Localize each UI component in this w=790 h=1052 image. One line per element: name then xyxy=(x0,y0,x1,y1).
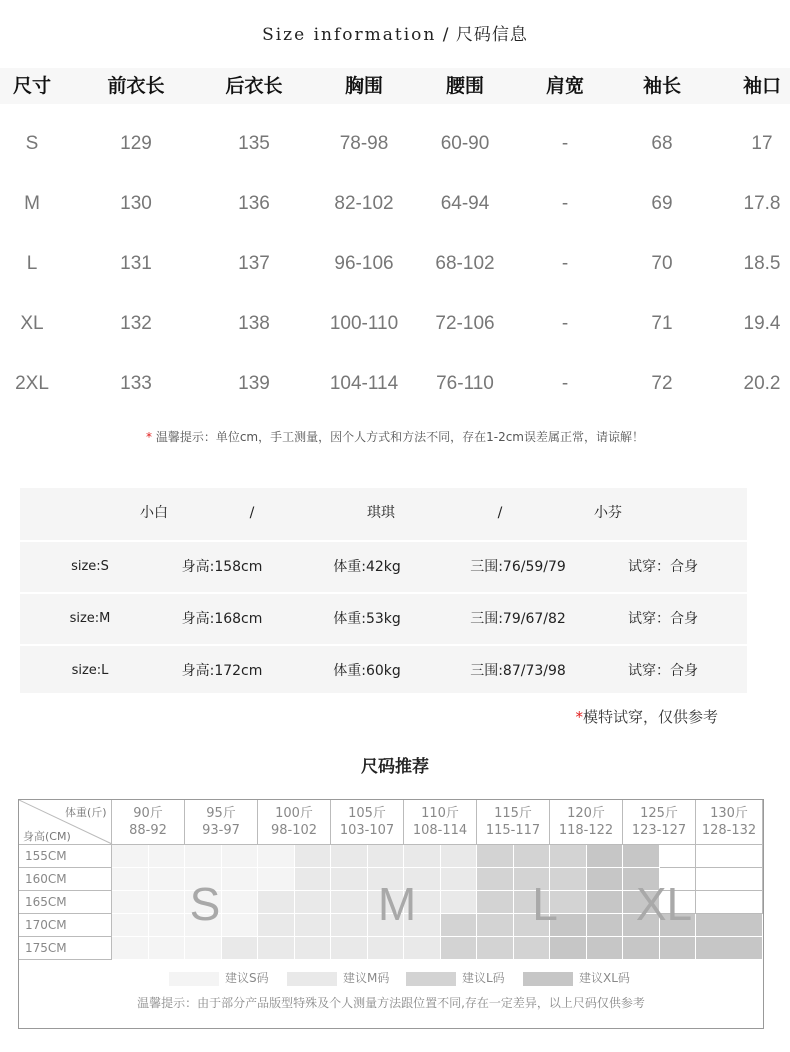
size-grid-cell xyxy=(587,868,624,891)
model-cell: size:S xyxy=(71,559,109,574)
size-grid-cell xyxy=(295,914,332,937)
weight-header xyxy=(258,800,331,845)
size-info-title xyxy=(0,20,790,45)
size-cell: 131 xyxy=(120,253,152,274)
model-header-row xyxy=(20,488,747,538)
model-cell: 试穿：合身 xyxy=(628,663,698,679)
size-grid-cell xyxy=(660,845,697,868)
size-header-cell: 胸围 xyxy=(344,75,384,97)
size-grid-cell xyxy=(514,937,551,960)
model-header-cell: 小芬 xyxy=(594,505,622,521)
legend-label: 建议L码 xyxy=(462,971,505,985)
size-cell: 72 xyxy=(651,373,673,394)
size-grid-cell xyxy=(258,891,295,914)
size-zone-label: XL xyxy=(635,878,693,930)
model-header-cell: 琪琪 xyxy=(367,505,395,521)
size-grid-cell xyxy=(623,845,660,868)
size-cell: L xyxy=(26,253,38,274)
size-grid-cell xyxy=(222,845,259,868)
size-grid-cell xyxy=(258,937,295,960)
size-grid-cell xyxy=(295,891,332,914)
size-grid-cell xyxy=(112,891,149,914)
size-grid-cell xyxy=(696,937,763,960)
size-grid-cell xyxy=(477,914,514,937)
size-grid-cell xyxy=(258,914,295,937)
tip-star: * xyxy=(146,430,152,444)
size-grid-cell xyxy=(331,891,368,914)
size-zone-label: L xyxy=(532,878,558,930)
size-grid-cell xyxy=(441,914,478,937)
size-cell: 18.5 xyxy=(743,253,781,274)
height-range-value: 88-92 xyxy=(129,823,167,838)
weight-value: 130斤 xyxy=(710,806,748,821)
weight-value: 105斤 xyxy=(348,806,386,821)
size-cell: M xyxy=(24,193,40,214)
model-cell: 身高:158cm xyxy=(181,559,263,575)
size-cell: - xyxy=(561,313,569,334)
size-cell: 17 xyxy=(751,133,773,154)
weight-value: 125斤 xyxy=(640,806,678,821)
size-cell: 64-94 xyxy=(440,193,490,214)
model-cell: 试穿：合身 xyxy=(628,611,698,627)
size-grid-cell xyxy=(550,845,587,868)
size-header-cell: 袖长 xyxy=(642,75,682,97)
size-cell: 132 xyxy=(120,313,152,334)
legend-item xyxy=(406,970,505,986)
size-grid-cell xyxy=(696,868,763,891)
model-row xyxy=(20,644,747,696)
size-header-cell: 腰围 xyxy=(445,75,485,97)
model-tip-text: 模特试穿，仅供参考 xyxy=(582,708,718,726)
size-grid-cell xyxy=(112,914,149,937)
size-row xyxy=(0,354,790,414)
size-grid-cell xyxy=(404,845,441,868)
model-row xyxy=(20,540,747,592)
legend-swatch xyxy=(406,972,456,986)
size-cell: 129 xyxy=(120,133,152,154)
model-tip-star: * xyxy=(575,708,583,726)
size-cell: 20.2 xyxy=(743,373,781,394)
size-cell: - xyxy=(561,373,569,394)
size-grid-cell xyxy=(112,845,149,868)
size-grid-cell xyxy=(477,845,514,868)
size-grid-cell xyxy=(112,937,149,960)
size-cell: - xyxy=(561,133,569,154)
size-info-title-en: Size information xyxy=(262,25,437,45)
size-grid-cell xyxy=(149,891,186,914)
height-row-label: 155CM xyxy=(19,845,112,868)
size-zone-label: M xyxy=(377,878,417,930)
height-row-label: 175CM xyxy=(19,937,112,960)
size-grid-cell xyxy=(404,937,441,960)
height-range-value: 108-114 xyxy=(412,823,468,838)
legend-swatch xyxy=(287,972,337,986)
recommend-title: 尺码推荐 xyxy=(361,757,429,777)
size-grid-cell xyxy=(660,937,697,960)
size-info-title-cn: 尺码信息 xyxy=(455,25,528,45)
height-range-value: 118-122 xyxy=(558,823,614,838)
legend-item xyxy=(523,970,630,986)
size-grid-cell xyxy=(477,891,514,914)
height-row-label: 170CM xyxy=(19,914,112,937)
size-grid-cell xyxy=(587,845,624,868)
size-cell: - xyxy=(561,193,569,214)
model-cell: 试穿：合身 xyxy=(628,559,698,575)
size-grid-cell xyxy=(368,937,405,960)
size-header-cell: 尺寸 xyxy=(12,75,52,97)
model-header-cell: 小白 xyxy=(140,505,168,521)
model-cell: 三围:87/73/98 xyxy=(470,663,566,679)
weight-header xyxy=(404,800,477,845)
legend-label: 建议S码 xyxy=(225,971,269,985)
legend-label: 建议M码 xyxy=(343,971,390,985)
size-cell: 17.8 xyxy=(743,193,781,214)
size-cell: 69 xyxy=(651,193,673,214)
weight-header xyxy=(477,800,550,845)
size-grid-cell xyxy=(477,868,514,891)
size-grid-cell xyxy=(112,868,149,891)
tip-text: 温馨提示：单位cm，手工测量，因个人方式和方法不同，存在1-2cm误差属正常，请谅解！ xyxy=(152,430,644,444)
size-cell: 96-106 xyxy=(334,253,394,274)
size-grid-cell xyxy=(149,845,186,868)
size-grid-cell xyxy=(295,937,332,960)
weight-value: 115斤 xyxy=(494,806,532,821)
size-grid-cell xyxy=(587,891,624,914)
model-cell: 身高:168cm xyxy=(181,611,263,627)
size-cell: 70 xyxy=(651,253,673,274)
size-cell: 136 xyxy=(238,193,270,214)
size-grid-cell xyxy=(368,845,405,868)
size-grid-cell xyxy=(587,914,624,937)
size-cell: 137 xyxy=(238,253,270,274)
size-cell: 138 xyxy=(238,313,270,334)
legend-item xyxy=(169,970,269,986)
size-grid-cell xyxy=(295,868,332,891)
size-info-title-sep: / xyxy=(436,25,456,45)
corner-height-label: 身高(CM) xyxy=(23,830,71,843)
size-cell: 133 xyxy=(120,373,152,394)
height-range-value: 98-102 xyxy=(270,823,318,838)
size-grid-cell xyxy=(441,868,478,891)
size-header-cell: 袖口 xyxy=(742,75,782,97)
size-cell: 68 xyxy=(651,133,673,154)
size-grid-cell xyxy=(149,937,186,960)
size-cell: 82-102 xyxy=(334,193,394,214)
height-range-value: 128-132 xyxy=(701,823,757,838)
weight-header xyxy=(623,800,696,845)
weight-header xyxy=(112,800,185,845)
size-grid-cell xyxy=(696,845,763,868)
weight-value: 90斤 xyxy=(133,806,163,821)
size-grid-cell xyxy=(696,891,763,914)
legend-label: 建议XL码 xyxy=(579,971,630,985)
size-grid-cell xyxy=(331,914,368,937)
model-row xyxy=(20,592,747,644)
size-grid-cell xyxy=(623,937,660,960)
weight-value: 95斤 xyxy=(206,806,236,821)
height-range-value: 123-127 xyxy=(631,823,687,838)
weight-value: 100斤 xyxy=(275,806,313,821)
size-cell: 100-110 xyxy=(329,313,399,334)
weight-header xyxy=(331,800,404,845)
size-grid-cell xyxy=(331,845,368,868)
size-row xyxy=(0,234,790,294)
model-cell: size:M xyxy=(69,611,111,626)
model-cell: 体重:53kg xyxy=(333,611,401,627)
size-cell: 71 xyxy=(651,313,673,334)
size-cell: 72-106 xyxy=(435,313,495,334)
size-table-header xyxy=(0,68,790,104)
size-zone-label: S xyxy=(189,878,221,930)
weight-value: 110斤 xyxy=(421,806,459,821)
size-grid-cell xyxy=(441,937,478,960)
weight-value: 120斤 xyxy=(567,806,605,821)
size-grid-cell xyxy=(441,845,478,868)
legend-item xyxy=(287,970,389,986)
size-grid-cell xyxy=(331,937,368,960)
height-range-value: 103-107 xyxy=(339,823,395,838)
model-header-cell: / xyxy=(497,505,503,521)
size-grid-cell xyxy=(222,891,259,914)
size-grid-cell xyxy=(185,845,222,868)
model-cell: 体重:42kg xyxy=(333,559,401,575)
size-header-cell: 肩宽 xyxy=(545,75,585,97)
weight-header xyxy=(185,800,258,845)
legend-swatch xyxy=(169,972,219,986)
size-row xyxy=(0,174,790,234)
size-grid-cell xyxy=(222,868,259,891)
recommend-tip: 温馨提示：由于部分产品版型特殊及个人测量方法跟位置不同,存在一定差异，以上尺码仅供参考 xyxy=(137,996,645,1010)
recommend-grid xyxy=(18,799,764,1029)
size-cell: 68-102 xyxy=(435,253,495,274)
model-header-cell: / xyxy=(249,505,255,521)
size-grid-cell xyxy=(441,891,478,914)
height-row-label: 160CM xyxy=(19,868,112,891)
size-cell: 78-98 xyxy=(339,133,389,154)
height-row-label: 165CM xyxy=(19,891,112,914)
size-grid-cell xyxy=(587,937,624,960)
size-grid-cell xyxy=(258,868,295,891)
corner-weight-label: 体重(斤) xyxy=(65,806,107,819)
weight-header xyxy=(696,800,763,845)
size-grid-cell xyxy=(222,914,259,937)
size-row xyxy=(0,294,790,354)
size-row xyxy=(0,114,790,174)
size-grid-cell xyxy=(550,937,587,960)
size-cell: - xyxy=(561,253,569,274)
size-table-tip xyxy=(0,428,790,445)
size-grid-cell xyxy=(331,868,368,891)
size-grid-cell xyxy=(149,914,186,937)
size-grid-cell xyxy=(514,845,551,868)
height-range-value: 115-117 xyxy=(485,823,541,838)
size-cell: S xyxy=(25,133,39,154)
weight-header xyxy=(550,800,623,845)
size-cell: 135 xyxy=(238,133,270,154)
size-cell: 19.4 xyxy=(743,313,781,334)
size-cell: 2XL xyxy=(15,373,49,394)
model-tip xyxy=(0,706,718,727)
size-header-cell: 前衣长 xyxy=(107,75,165,97)
model-cell: 体重:60kg xyxy=(333,663,401,679)
size-cell: 130 xyxy=(120,193,152,214)
legend-swatch xyxy=(523,972,573,986)
size-grid-cell xyxy=(696,914,763,937)
size-grid-cell xyxy=(477,937,514,960)
size-cell: 104-114 xyxy=(329,373,399,394)
size-cell: 60-90 xyxy=(440,133,490,154)
model-cell: 三围:76/59/79 xyxy=(470,559,566,575)
size-cell: 76-110 xyxy=(436,373,494,394)
size-grid-cell xyxy=(149,868,186,891)
height-range-value: 93-97 xyxy=(202,823,240,838)
size-grid-cell xyxy=(185,937,222,960)
size-cell: 139 xyxy=(238,373,270,394)
model-cell: size:L xyxy=(71,663,109,678)
size-grid-cell xyxy=(295,845,332,868)
model-cell: 身高:172cm xyxy=(181,663,263,679)
size-cell: XL xyxy=(20,313,44,334)
model-cell: 三围:79/67/82 xyxy=(470,611,566,627)
size-grid-cell xyxy=(258,845,295,868)
model-table xyxy=(20,488,747,693)
size-header-cell: 后衣长 xyxy=(225,75,283,97)
size-grid-cell xyxy=(222,937,259,960)
